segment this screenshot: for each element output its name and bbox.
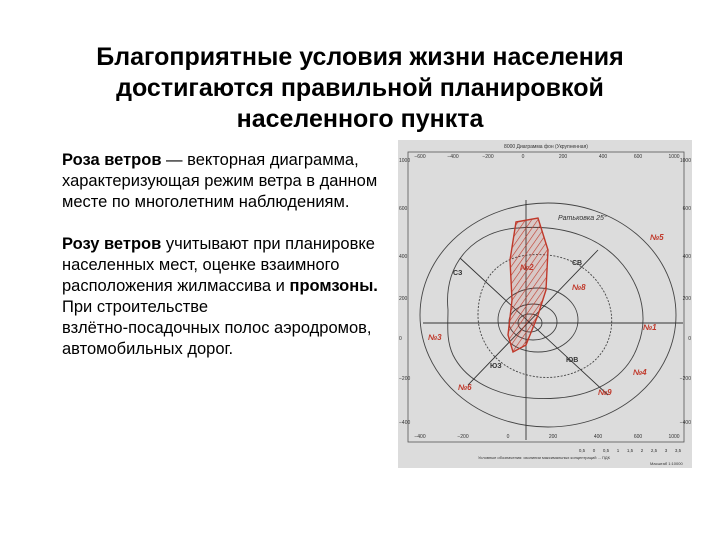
construction-line-1: При строительстве (62, 298, 209, 316)
left-tick: −200 (399, 376, 411, 382)
footer-line-1: Условные обозначения: изолинии максимальных концентраций ... ПДК (478, 455, 610, 460)
direction-ne: СВ (572, 260, 583, 267)
diagram-header: 8000 Диаграмма фон (Укрупненная) (504, 144, 588, 150)
wind-rose-diagram (398, 140, 692, 468)
footer-line-2: Масштаб 1:10000 (650, 461, 683, 466)
top-tick: −200 (482, 154, 494, 160)
right-tick: 1000 (679, 158, 691, 164)
bottom-tick: −400 (414, 434, 426, 440)
right-tick: 0 (688, 336, 691, 342)
right-tick: 600 (682, 206, 691, 212)
bottom-tick: 600 (633, 434, 643, 440)
definition-paragraph (62, 150, 402, 213)
legend-value: 3 (664, 448, 668, 453)
left-tick: 200 (399, 296, 408, 302)
bottom-tick: 1000 (668, 434, 680, 440)
direction-nw: СЗ (453, 270, 463, 277)
marker-2: №2 (520, 263, 534, 272)
usage-term: Розу ветров (62, 235, 162, 253)
left-tick: 400 (399, 254, 408, 260)
construction-line-2: взлётно-посадочных полос аэродромов, автомобильных дорог. (62, 319, 372, 358)
direction-se: ЮВ (566, 357, 579, 364)
top-tick: 400 (598, 154, 608, 160)
marker-8: №8 (572, 283, 586, 292)
direction-sw: ЮЗ (490, 363, 502, 370)
industrial-zone-term: промзоны. (289, 277, 378, 295)
title-line-1: Благоприятные условия жизни населения (96, 43, 624, 71)
bottom-tick: 400 (593, 434, 603, 440)
legend-value: 0,5 (578, 448, 586, 453)
top-tick: −600 (414, 154, 426, 160)
title-line-2: достигаются правильной планировкой (116, 74, 604, 102)
top-tick: −400 (447, 154, 459, 160)
top-tick: 200 (558, 154, 568, 160)
marker-4: №4 (633, 368, 647, 377)
marker-1: №1 (643, 323, 657, 332)
paragraph-gap (62, 213, 402, 234)
diagram-svg (398, 140, 692, 468)
legend-value: 2 (640, 448, 644, 453)
right-tick: 200 (682, 296, 691, 302)
right-tick: −400 (679, 420, 691, 426)
marker-3: №3 (428, 333, 442, 342)
bottom-tick: 200 (548, 434, 558, 440)
body-text (62, 150, 402, 360)
left-tick: 600 (399, 206, 408, 212)
marker-5: №5 (650, 233, 664, 242)
usage-paragraph (62, 234, 402, 297)
bottom-tick: 0 (506, 434, 510, 440)
legend-value: 0 (592, 448, 596, 453)
marker-9: №9 (598, 388, 612, 397)
legend-value: 0,5 (602, 448, 610, 453)
left-tick: −400 (399, 420, 411, 426)
usage-text: учитывают при планировке населенных мест, оценке взаимного расположения жилмассива и (62, 235, 375, 295)
left-tick: 0 (399, 336, 402, 342)
bottom-tick: −200 (457, 434, 469, 440)
annotation-label: Ратьковка 25° (558, 215, 607, 222)
right-tick: −200 (679, 376, 691, 382)
marker-6: №6 (458, 383, 472, 392)
term-rose-of-winds: Роза ветров (62, 151, 162, 169)
slide-title (40, 42, 680, 135)
legend-value: 3,5 (674, 448, 682, 453)
top-tick: 600 (633, 154, 643, 160)
title-line-3: населенного пункта (236, 105, 484, 133)
diagram-paper (398, 140, 692, 468)
legend-value: 2,5 (650, 448, 658, 453)
top-tick: 1000 (668, 154, 680, 160)
left-tick: 1000 (399, 158, 411, 164)
top-tick: 0 (521, 154, 525, 160)
legend-value: 1 (616, 448, 620, 453)
right-tick: 400 (682, 254, 691, 260)
definition-text: — векторная диаграмма, характеризующая режим ветра в данном месте по многолетним наблюдениям. (62, 151, 378, 211)
legend-value: 1,5 (626, 448, 634, 453)
